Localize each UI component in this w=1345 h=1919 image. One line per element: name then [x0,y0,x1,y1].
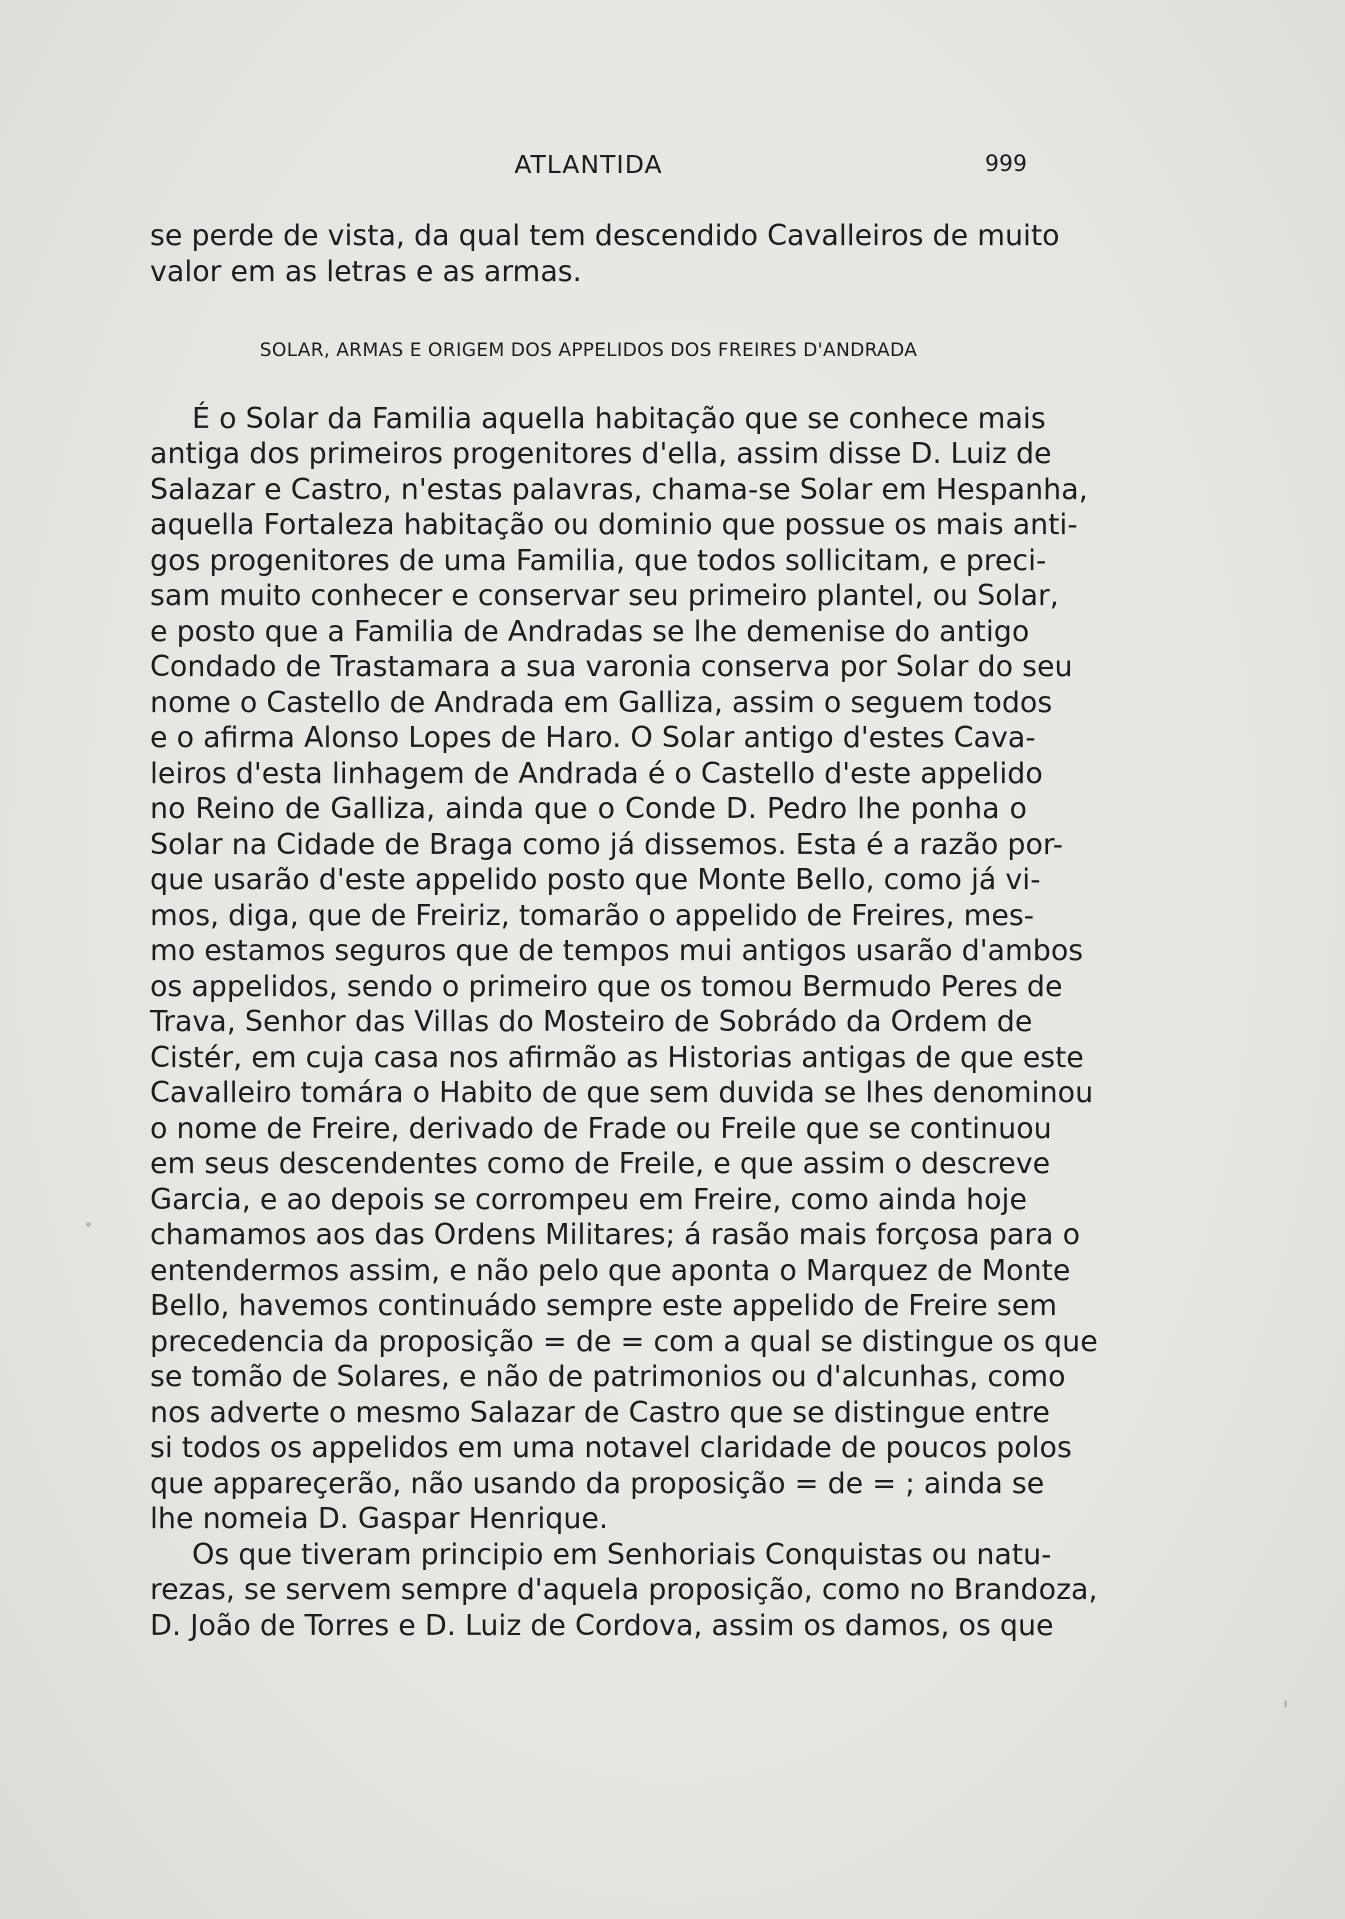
text-line: antiga dos primeiros progenitores d'ella, assim disse D. Luiz de [150,437,1052,470]
text-line: Condado de Trastamara a sua varonia conserva por Solar do seu [150,650,1073,683]
text-line: mo estamos seguros que de tempos mui antigos usarão d'ambos [150,934,1084,967]
text-line: Cavalleiro tomára o Habito de que sem duvida se lhes denominou [150,1076,1094,1109]
text-line: se tomão de Solares, e não de patrimonios ou d'alcunhas, como [150,1360,1066,1393]
text-line: e posto que a Familia de Andradas se lhe demenise do antigo [150,614,1030,648]
header-title: ATLANTIDA [514,150,663,179]
text-line: Bello, havemos continuádo sempre este appelido de Freire sem [150,1289,1058,1322]
paragraph-1 [150,401,1098,1537]
text-line: os appelidos, sendo o primeiro que os tomou Bermudo Peres de [150,969,1063,1003]
text-line: sam muito conhecer e conservar seu primeiro plantel, ou Solar, [150,579,1059,612]
text-line: Cistér, em cuja casa nos afirmão as Historias antigas de que este [150,1040,1084,1074]
text-line: rezas, se servem sempre d'aquela proposição, como no Brandoza, [150,1573,1098,1606]
paragraph-2 [150,1537,1098,1644]
text-line: no Reino de Galliza, ainda que o Conde D. Pedro lhe ponha o [150,792,1027,825]
text-line: chamamos aos das Ordens Militares; á rasão mais forçosa para o [150,1218,1081,1251]
page-number: 999 [985,152,1027,177]
text-line: si todos os appelidos em uma notavel claridade de poucos polos [150,1431,1072,1464]
text-line: Trava, Senhor das Villas do Mosteiro de Sobrádo da Ordem de [150,1005,1033,1038]
text-line: Solar na Cidade de Braga como já dissemos. Esta é a razão por- [150,827,1064,861]
text-line: aquella Fortaleza habitação ou dominio que possue os mais anti- [150,508,1078,541]
text-line: É o Solar da Familia aquella habitação que se conhece mais [192,401,1046,435]
text-line: em seus descendentes como de Freile, e que assim o descreve [150,1147,1051,1180]
text-line: o nome de Freire, derivado de Frade ou Freile que se continuou [150,1111,1052,1145]
text-line: mos, diga, que de Freiriz, tomarão o appelido de Freires, mes- [150,898,1035,932]
text-line: valor em as letras e as armas. [150,254,582,288]
text-line: Os que tiveram principio em Senhoriais Conquistas ou natu- [192,1537,1052,1571]
text-line: nome o Castello de Andrada em Galliza, assim o seguem todos [150,685,1053,719]
text-line: gos progenitores de uma Familia, que todos sollicitam, e preci- [150,543,1047,577]
text-line: entendermos assim, e não pelo que aponta o Marquez de Monte [150,1253,1071,1287]
section-heading: SOLAR, ARMAS E ORIGEM DOS APPELIDOS DOS FREIRES D'ANDRADA [259,340,918,361]
text-line: lhe nomeia D. Gaspar Henrique. [150,1502,609,1535]
body-text [150,218,1098,1643]
intro-paragraph [150,218,1060,289]
text-line: que appareçerão, não usando da proposição = de = ; ainda se [150,1466,1045,1500]
text-line: que usarão d'este appelido posto que Monte Bello, como já vi- [150,863,1041,896]
text-line: Salazar e Castro, n'estas palavras, chama-se Solar em Hespanha, [150,472,1088,506]
text-line: se perde de vista, da qual tem descendido Cavalleiros de muito [150,219,1060,252]
text-line: Garcia, e ao depois se corrompeu em Freire, como ainda hoje [150,1182,1027,1216]
paper-speck [1284,1700,1287,1708]
running-header [150,150,1027,190]
text-line: D. João de Torres e D. Luiz de Cordova, assim os damos, os que [150,1608,1054,1642]
paper-speck [86,1222,91,1227]
text-line: leiros d'esta linhagem de Andrada é o Castello d'este appelido [150,756,1043,790]
text-line: nos adverte o mesmo Salazar de Castro que se distingue entre [150,1395,1050,1429]
text-line: e o afirma Alonso Lopes de Haro. O Solar antigo d'estes Cava- [150,721,1036,754]
text-line: precedencia da proposição = de = com a qual se distingue os que [150,1324,1098,1358]
